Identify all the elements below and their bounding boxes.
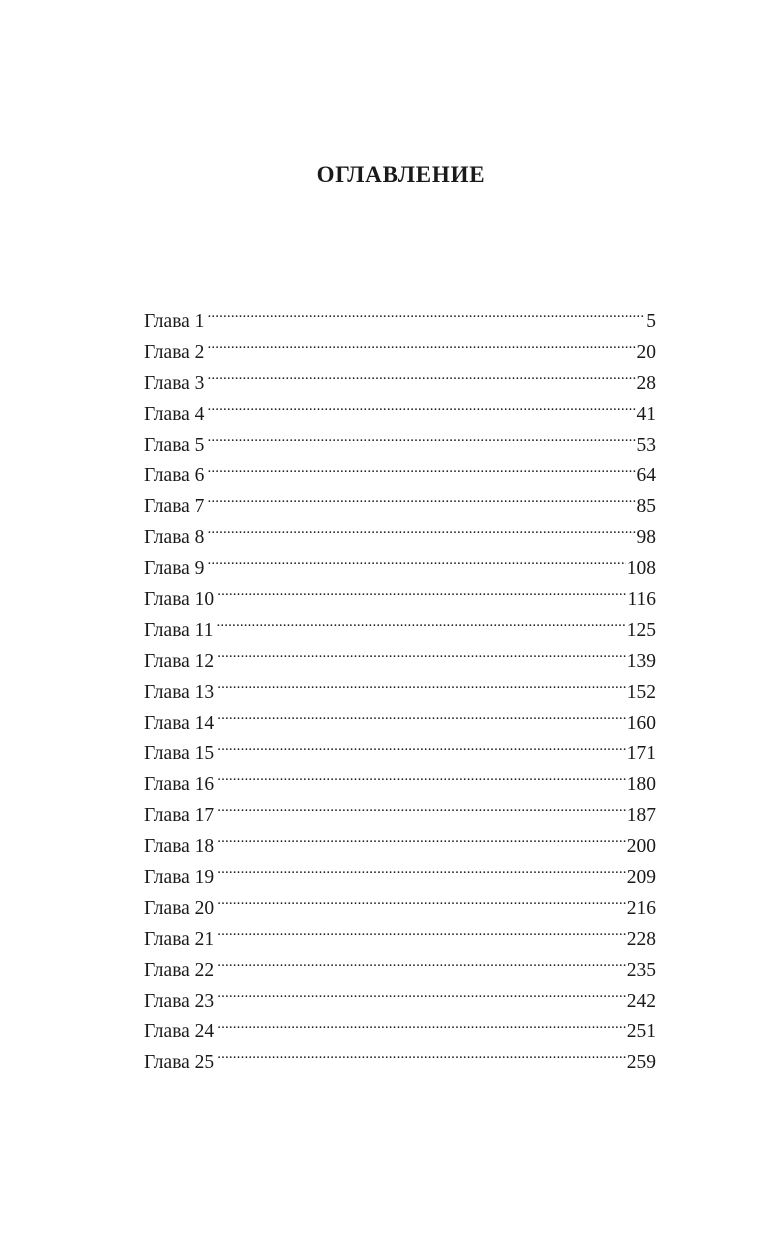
- toc-entry[interactable]: [144, 925, 656, 956]
- toc-entry-page-number: 98: [636, 527, 656, 549]
- toc-entry-label: Глава 9: [144, 558, 205, 580]
- toc-entry-page-number: 242: [626, 990, 656, 1012]
- toc-entry-page-number: 20: [636, 341, 656, 363]
- toc-entry-page-number: 139: [626, 650, 656, 672]
- toc-dot-leader: [217, 586, 626, 606]
- toc-dot-leader: [217, 894, 626, 914]
- toc-entry[interactable]: [144, 492, 656, 523]
- toc-entry-label: Глава 15: [144, 743, 215, 765]
- toc-dot-leader: [217, 771, 626, 791]
- toc-entry[interactable]: [144, 987, 656, 1018]
- toc-entry-label: Глава 13: [144, 681, 215, 703]
- toc-entry-page-number: 187: [626, 805, 656, 827]
- toc-entry[interactable]: [144, 1017, 656, 1048]
- toc-entry[interactable]: [144, 956, 656, 987]
- toc-entry-label: Глава 25: [144, 1052, 215, 1074]
- toc-entry-page-number: 209: [626, 867, 656, 889]
- toc-dot-leader: [207, 400, 635, 420]
- toc-entry-page-number: 200: [626, 836, 656, 858]
- toc-dot-leader: [217, 956, 626, 976]
- toc-entry[interactable]: [144, 307, 656, 338]
- toc-entry-label: Глава 7: [144, 496, 205, 518]
- toc-entry-page-number: 64: [636, 465, 656, 487]
- toc-entry-label: Глава 1: [144, 311, 205, 332]
- toc-entry-label: Глава 21: [144, 928, 215, 950]
- toc-dot-leader: [207, 308, 645, 328]
- table-of-contents: [144, 307, 656, 1079]
- toc-dot-leader: [217, 833, 626, 853]
- toc-entry-label: Глава 10: [144, 589, 215, 611]
- toc-entry-label: Глава 18: [144, 836, 215, 858]
- toc-entry-label: Глава 8: [144, 527, 205, 549]
- toc-entry[interactable]: [144, 554, 656, 585]
- toc-entry-label: Глава 24: [144, 1021, 215, 1043]
- toc-entry-page-number: 251: [626, 1021, 656, 1043]
- toc-dot-leader: [217, 1049, 626, 1069]
- toc-entry-label: Глава 14: [144, 712, 215, 734]
- toc-entry-label: Глава 20: [144, 897, 215, 919]
- toc-entry-label: Глава 19: [144, 867, 215, 889]
- toc-entry[interactable]: [144, 832, 656, 863]
- toc-entry[interactable]: [144, 894, 656, 925]
- toc-entry[interactable]: [144, 770, 656, 801]
- toc-entry-label: Глава 2: [144, 341, 205, 363]
- toc-dot-leader: [207, 338, 635, 358]
- toc-entry-page-number: 259: [626, 1052, 656, 1074]
- toc-entry[interactable]: [144, 431, 656, 462]
- toc-entry[interactable]: [144, 1048, 656, 1079]
- toc-entry-page-number: 216: [626, 897, 656, 919]
- toc-dot-leader: [207, 431, 635, 451]
- page-title: ОГЛАВЛЕНИЕ: [316, 162, 486, 187]
- toc-entry-page-number: 41: [636, 403, 656, 425]
- toc-entry-label: Глава 16: [144, 774, 215, 796]
- toc-dot-leader: [217, 678, 626, 698]
- toc-dot-leader: [217, 740, 626, 760]
- toc-entry-page-number: 116: [627, 589, 656, 611]
- toc-dot-leader: [217, 709, 626, 729]
- toc-entry-page-number: 125: [626, 619, 656, 641]
- toc-entry[interactable]: [144, 616, 656, 647]
- toc-dot-leader: [207, 555, 625, 575]
- toc-entry-label: Глава 6: [144, 465, 205, 487]
- toc-entry[interactable]: [144, 709, 656, 740]
- toc-entry[interactable]: [144, 461, 656, 492]
- toc-entry[interactable]: [144, 523, 656, 554]
- toc-entry-page-number: 228: [626, 928, 656, 950]
- toc-entry-label: Глава 3: [144, 372, 205, 394]
- toc-entry[interactable]: [144, 678, 656, 709]
- toc-dot-leader: [207, 462, 635, 482]
- toc-entry-label: Глава 12: [144, 650, 215, 672]
- toc-dot-leader: [217, 802, 626, 822]
- toc-entry[interactable]: [144, 400, 656, 431]
- toc-entry-label: Глава 23: [144, 990, 215, 1012]
- toc-dot-leader: [207, 369, 635, 389]
- toc-entry[interactable]: [144, 647, 656, 678]
- toc-entry-page-number: 85: [636, 496, 656, 518]
- toc-dot-leader: [217, 987, 626, 1007]
- toc-dot-leader: [207, 493, 635, 513]
- toc-dot-leader: [216, 616, 625, 636]
- toc-entry[interactable]: [144, 801, 656, 832]
- toc-entry-page-number: 160: [626, 712, 656, 734]
- toc-dot-leader: [217, 864, 626, 884]
- toc-entry-page-number: 152: [626, 681, 656, 703]
- toc-entry[interactable]: [144, 338, 656, 369]
- toc-entry[interactable]: [144, 369, 656, 400]
- toc-entry[interactable]: [144, 863, 656, 894]
- toc-entry-page-number: 5: [646, 311, 656, 332]
- toc-entry-label: Глава 22: [144, 959, 215, 981]
- toc-dot-leader: [217, 647, 626, 667]
- toc-entry[interactable]: [144, 739, 656, 770]
- toc-dot-leader: [207, 524, 635, 544]
- toc-dot-leader: [217, 1018, 626, 1038]
- toc-entry-label: Глава 5: [144, 434, 205, 456]
- toc-entry-page-number: 171: [626, 743, 656, 765]
- toc-entry[interactable]: [144, 585, 656, 616]
- toc-entry-page-number: 108: [626, 558, 656, 580]
- toc-entry-page-number: 235: [626, 959, 656, 981]
- toc-entry-label: Глава 17: [144, 805, 215, 827]
- toc-entry-page-number: 28: [636, 372, 656, 394]
- toc-entry-page-number: 180: [626, 774, 656, 796]
- toc-entry-label: Глава 11: [144, 619, 214, 641]
- toc-dot-leader: [217, 925, 626, 945]
- toc-entry-page-number: 53: [636, 434, 656, 456]
- toc-entry-label: Глава 4: [144, 403, 205, 425]
